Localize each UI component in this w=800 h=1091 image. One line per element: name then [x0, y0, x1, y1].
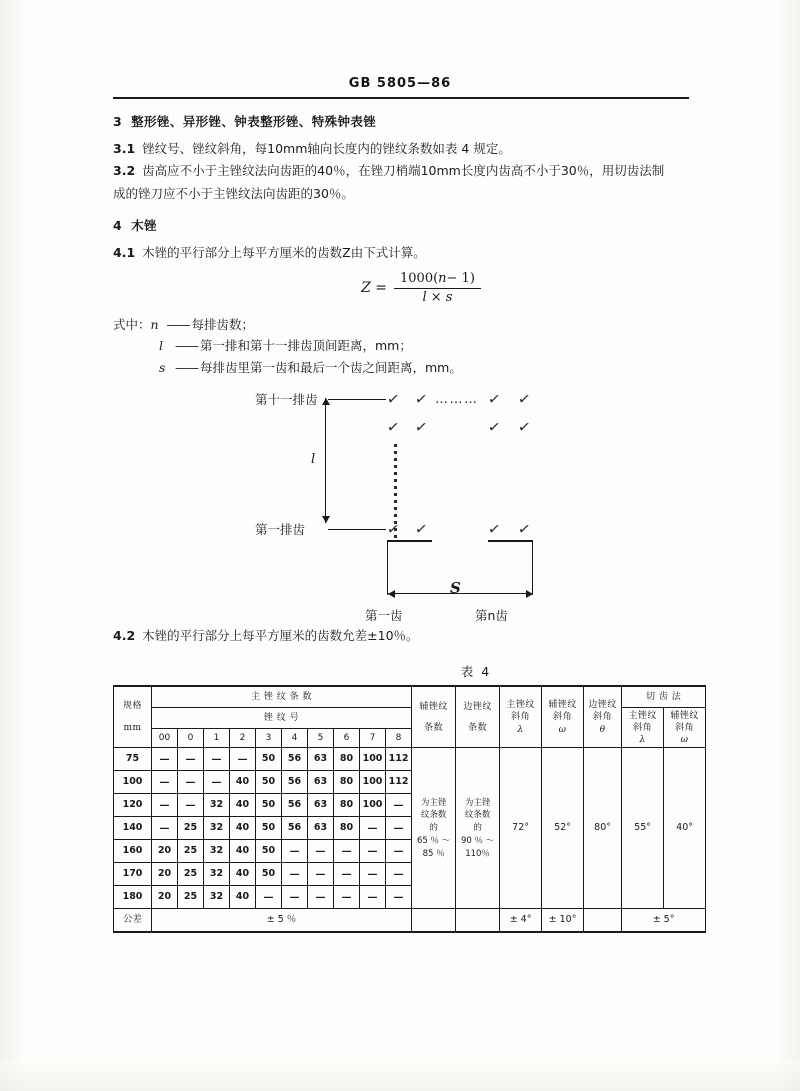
cell-value: 40 — [230, 794, 256, 817]
clause-4-2-number: 4.2 — [113, 628, 136, 644]
cell-value: — — [386, 886, 412, 909]
th-edge-cut-count-l2: 条数 — [468, 722, 488, 733]
aux-pct-l3: 的 — [429, 823, 438, 834]
scan-edge-left — [0, 0, 26, 1091]
cell-aux-cut-count-value — [412, 748, 456, 909]
th-grade-1: 1 — [204, 729, 230, 748]
th-grade-5: 5 — [308, 729, 334, 748]
th-grade-4: 4 — [282, 729, 308, 748]
cell-value: 25 — [178, 817, 204, 840]
cell-size: 100 — [114, 771, 152, 794]
cell-value: 50 — [256, 771, 282, 794]
th-cm-aux-angle — [664, 708, 706, 748]
clause-4-1-text: 木锉的平行部分上每平方厘米的齿数Z由下式计算。 — [142, 244, 426, 260]
th-grade-7: 7 — [360, 729, 386, 748]
th-cm-aux-angle-l2: 斜角 — [675, 722, 695, 733]
clause-3-2-text: 齿高应不小于主锉纹法向齿距的40％，在锉刀梢端10mm长度内齿高不小于30％，用切齿法制 — [142, 163, 665, 179]
tick-mark: ✓ — [486, 519, 502, 540]
cell-value: — — [256, 886, 282, 909]
edge-pct-l4: 90 ％ ～ — [460, 835, 495, 846]
cell-value: 100 — [360, 771, 386, 794]
cell-value: 32 — [204, 886, 230, 909]
clause-4-1 — [113, 243, 689, 263]
document-content — [113, 112, 699, 933]
cell-tolerance-cut-count: ± 5 ％ — [152, 909, 412, 933]
cell-tolerance-label: 公差 — [114, 909, 152, 933]
th-edge-angle-l1: 边锉纹 — [588, 700, 617, 711]
th-cm-main-angle-l2: 斜角 — [633, 722, 653, 733]
table-caption: 表 4 — [460, 664, 492, 680]
cell-value: 56 — [282, 817, 308, 840]
aux-pct-l1: 为主锉 — [420, 797, 447, 808]
formula-numerator-var: n — [438, 271, 447, 286]
cell-value: 40 — [230, 863, 256, 886]
section-3-title: 整形锉、异形锉、钟表整形锉、特殊钟表锉 — [131, 114, 377, 129]
aux-pct-l2: 纹条数 — [420, 810, 447, 821]
tick-mark: ✓ — [486, 389, 502, 410]
cell-value: — — [230, 748, 256, 771]
tick-mark: ✓ — [413, 519, 429, 540]
cell-value: — — [386, 840, 412, 863]
formula-denominator-op: × — [430, 289, 442, 305]
diagram-label-eleventh-row: 第十一排齿 — [255, 392, 318, 408]
th-aux-cut-count-l2: 条数 — [424, 722, 444, 733]
clause-4-2 — [113, 626, 689, 646]
cell-value: 20 — [152, 886, 178, 909]
legend-lead: 式中： — [113, 316, 151, 332]
tick-mark: ✓ — [385, 519, 401, 540]
cell-value: 32 — [204, 863, 230, 886]
cell-value: 40 — [230, 817, 256, 840]
formula-lhs: Z = — [361, 280, 387, 297]
cell-tolerance-edge-angle — [584, 909, 622, 933]
cell-value: 63 — [308, 794, 334, 817]
cell-value: — — [204, 748, 230, 771]
cell-cm-aux-angle-value: 40° — [664, 748, 706, 909]
th-size — [114, 686, 152, 748]
cell-value: — — [178, 794, 204, 817]
legend-symbol-s: s — [159, 359, 166, 375]
extension-line-right — [532, 540, 533, 595]
th-main-angle — [500, 686, 542, 748]
edge-pct-l2: 纹条数 — [464, 810, 491, 821]
cell-value: 50 — [256, 748, 282, 771]
clause-3-2 — [113, 161, 689, 181]
cell-value: — — [308, 863, 334, 886]
cell-tolerance-aux-angle: ± 10° — [542, 909, 584, 933]
tick-mark: ✓ — [516, 519, 532, 540]
cell-value: 40 — [230, 771, 256, 794]
th-main-angle-l2: 斜角 — [511, 712, 531, 723]
th-edge-cut-count — [456, 686, 500, 748]
clause-4-1-number: 4.1 — [113, 244, 136, 260]
cell-size: 140 — [114, 817, 152, 840]
cell-size: 180 — [114, 886, 152, 909]
formula-numerator-prefix: 1000( — [400, 271, 439, 286]
legend-symbol-n: n — [150, 316, 159, 332]
cell-size: 75 — [114, 748, 152, 771]
th-aux-cut-count-l1: 辅锉纹 — [419, 701, 448, 712]
th-cut-number: 锉 纹 号 — [152, 708, 412, 729]
tick-mark: ✓ — [486, 417, 502, 438]
th-edge-cut-count-l1: 边锉纹 — [463, 701, 492, 712]
th-main-angle-symbol: λ — [517, 724, 524, 735]
cell-edge-cut-count-value — [456, 748, 500, 909]
th-grade-2: 2 — [230, 729, 256, 748]
cell-size: 120 — [114, 794, 152, 817]
th-edge-angle-l2: 斜角 — [593, 712, 613, 723]
cell-value: — — [360, 817, 386, 840]
dimension-symbol-l: l — [311, 452, 316, 468]
cell-value: — — [152, 794, 178, 817]
cell-value: — — [360, 863, 386, 886]
cell-value: 50 — [256, 863, 282, 886]
scan-edge-right — [774, 0, 800, 1091]
legend-row-s — [113, 357, 689, 379]
tooth-row-diagram — [113, 388, 689, 626]
cell-value: — — [152, 748, 178, 771]
tick-mark: ✓ — [516, 389, 532, 410]
section-4-title: 木锉 — [131, 217, 157, 233]
dimension-symbol-s: S — [450, 579, 461, 598]
cell-value: — — [282, 863, 308, 886]
diagram-label-first-row: 第一排齿 — [255, 522, 306, 538]
table-row — [114, 748, 706, 771]
section-4-number: 4 — [113, 217, 123, 233]
section-3-heading — [113, 112, 689, 130]
th-size-label: 规格 — [122, 701, 142, 712]
clause-3-2-continuation: 成的锉刀应不小于主锉纹法向齿距的30％。 — [113, 185, 354, 201]
cell-value: — — [178, 748, 204, 771]
th-grade-00: 00 — [152, 729, 178, 748]
diagram-row-underline-right — [488, 540, 533, 542]
cell-value: 80 — [334, 817, 360, 840]
th-size-unit: mm — [123, 723, 142, 734]
clause-3-1-text: 锉纹号、锉纹斜角，每10mm轴向长度内的锉纹条数如表 4 规定。 — [142, 141, 511, 156]
cell-value: 40 — [230, 840, 256, 863]
cell-value: — — [178, 771, 204, 794]
th-cm-aux-angle-symbol: ω — [680, 735, 689, 746]
th-aux-angle-l1: 辅锉纹 — [548, 700, 577, 711]
cell-tolerance-cutting: ± 5° — [622, 909, 706, 933]
edge-pct-l3: 的 — [473, 823, 482, 834]
edge-pct-l5: 110％ — [465, 848, 490, 859]
dimension-arrow-l — [325, 398, 326, 523]
formula-legend — [113, 314, 689, 379]
cell-value: 56 — [282, 771, 308, 794]
extension-line-left — [387, 540, 388, 595]
cell-value: 100 — [360, 794, 386, 817]
formula-denominator-left: l — [422, 289, 427, 305]
tick-mark: ✓ — [516, 417, 532, 438]
section-3-number: 3 — [113, 114, 123, 129]
th-cm-main-angle-l1: 主锉纹 — [628, 710, 657, 721]
cell-value: 100 — [360, 748, 386, 771]
scan-edge-bottom — [0, 1061, 800, 1091]
cell-value: 80 — [334, 771, 360, 794]
cell-value: 112 — [386, 748, 412, 771]
cell-value: 20 — [152, 863, 178, 886]
cell-value: 32 — [204, 817, 230, 840]
formula-numerator — [394, 271, 481, 288]
standard-number-header: GB 5805—86 — [348, 76, 452, 91]
th-grade-8: 8 — [386, 729, 412, 748]
aux-pct-l4: 65 ％ ～ — [416, 835, 451, 846]
legend-row-n — [113, 314, 689, 336]
formula-expression — [361, 271, 481, 306]
legend-symbol-l: l — [159, 338, 163, 354]
th-aux-cut-count — [412, 686, 456, 748]
th-edge-angle-symbol: θ — [599, 724, 606, 735]
cell-size: 170 — [114, 863, 152, 886]
cell-value: — — [152, 771, 178, 794]
th-cutting-method: 切 齿 法 — [622, 686, 706, 708]
clause-3-2-number: 3.2 — [113, 163, 136, 179]
clause-3-1 — [113, 139, 689, 159]
cell-value: 56 — [282, 748, 308, 771]
cell-value: — — [386, 794, 412, 817]
cell-value: — — [386, 863, 412, 886]
cell-value: 20 — [152, 840, 178, 863]
formula-numerator-suffix: − 1) — [446, 271, 475, 286]
diagram-caption-nth-tooth: 第n齿 — [475, 608, 508, 624]
cell-cm-main-angle-value: 55° — [622, 748, 664, 909]
th-edge-angle — [584, 686, 622, 748]
th-aux-angle — [542, 686, 584, 748]
cell-value: 56 — [282, 794, 308, 817]
tick-mark: ✓ — [385, 389, 401, 410]
th-main-angle-l1: 主锉纹 — [506, 700, 535, 711]
th-grade-0: 0 — [178, 729, 204, 748]
th-grade-6: 6 — [334, 729, 360, 748]
formula-denominator-right: s — [445, 289, 453, 305]
cell-value: — — [360, 886, 386, 909]
legend-text-s: 每排齿里第一齿和最后一个齿之间距离，mm。 — [200, 359, 462, 375]
formula-denominator — [416, 289, 458, 306]
th-cm-main-angle — [622, 708, 664, 748]
cell-value: 63 — [308, 771, 334, 794]
specification-table — [113, 685, 706, 933]
tick-mark: ✓ — [413, 417, 429, 438]
cell-value: 80 — [334, 794, 360, 817]
cell-value: 63 — [308, 817, 334, 840]
cell-value: 112 — [386, 771, 412, 794]
section-4-heading — [113, 216, 689, 234]
cell-value: 25 — [178, 886, 204, 909]
cell-value: — — [334, 840, 360, 863]
header-rule — [113, 97, 689, 99]
diagram-leader-bottom — [328, 529, 386, 530]
legend-dash-l: —— — [175, 338, 198, 354]
tick-mark: ✓ — [413, 389, 429, 410]
cell-value: — — [282, 840, 308, 863]
cell-tolerance-main-angle: ± 4° — [500, 909, 542, 933]
th-aux-angle-symbol: ω — [558, 724, 567, 735]
diagram-row-underline-left — [387, 540, 432, 542]
diagram-leader-top — [328, 399, 386, 400]
table-tolerance-row — [114, 909, 706, 933]
th-main-cut-count: 主 锉 纹 条 数 — [152, 686, 412, 708]
section-spacer — [113, 206, 689, 216]
table-header-row-1 — [114, 686, 706, 708]
cell-value: 25 — [178, 840, 204, 863]
cell-value: — — [334, 886, 360, 909]
cell-value: 40 — [230, 886, 256, 909]
cell-edge-angle-value: 80° — [584, 748, 622, 909]
cell-value: — — [152, 817, 178, 840]
cell-tolerance-aux-cut — [412, 909, 456, 933]
formula-block — [113, 271, 689, 306]
cell-value: — — [386, 817, 412, 840]
cell-value: — — [282, 886, 308, 909]
tick-mark: ✓ — [385, 417, 401, 438]
clause-4-2-text: 木锉的平行部分上每平方厘米的齿数允差±10％。 — [142, 628, 419, 644]
cell-value: — — [204, 771, 230, 794]
cell-value: — — [360, 840, 386, 863]
cell-value: 25 — [178, 863, 204, 886]
th-aux-angle-l2: 斜角 — [553, 712, 573, 723]
cell-value: — — [334, 863, 360, 886]
diagram-caption-first-tooth: 第一齿 — [365, 608, 403, 624]
legend-row-l — [113, 335, 689, 357]
cell-size: 160 — [114, 840, 152, 863]
aux-pct-l5: 85 ％ — [422, 848, 445, 859]
diagram-row-ellipsis: ……… — [435, 392, 479, 408]
cell-main-angle-value: 72° — [500, 748, 542, 909]
cell-value: 50 — [256, 840, 282, 863]
cell-value: — — [308, 886, 334, 909]
th-cm-aux-angle-l1: 辅锉纹 — [670, 710, 699, 721]
legend-dash-s: —— — [175, 359, 198, 375]
cell-aux-angle-value: 52° — [542, 748, 584, 909]
cell-value: 50 — [256, 794, 282, 817]
th-grade-3: 3 — [256, 729, 282, 748]
legend-dash-n: —— — [166, 316, 190, 332]
edge-pct-l1: 为主锉 — [464, 797, 491, 808]
clause-3-1-number: 3.1 — [113, 141, 136, 156]
cell-tolerance-edge-cut — [456, 909, 500, 933]
cell-value: 63 — [308, 748, 334, 771]
cell-value: 32 — [204, 794, 230, 817]
cell-value: 50 — [256, 817, 282, 840]
legend-text-l: 第一排和第十一排齿顶间距离，mm； — [200, 338, 412, 354]
th-cm-main-angle-symbol: λ — [639, 735, 646, 746]
legend-text-n: 每排齿数； — [191, 316, 255, 332]
cell-value: 32 — [204, 840, 230, 863]
formula-fraction — [394, 271, 481, 306]
cell-value: 80 — [334, 748, 360, 771]
cell-value: — — [308, 840, 334, 863]
